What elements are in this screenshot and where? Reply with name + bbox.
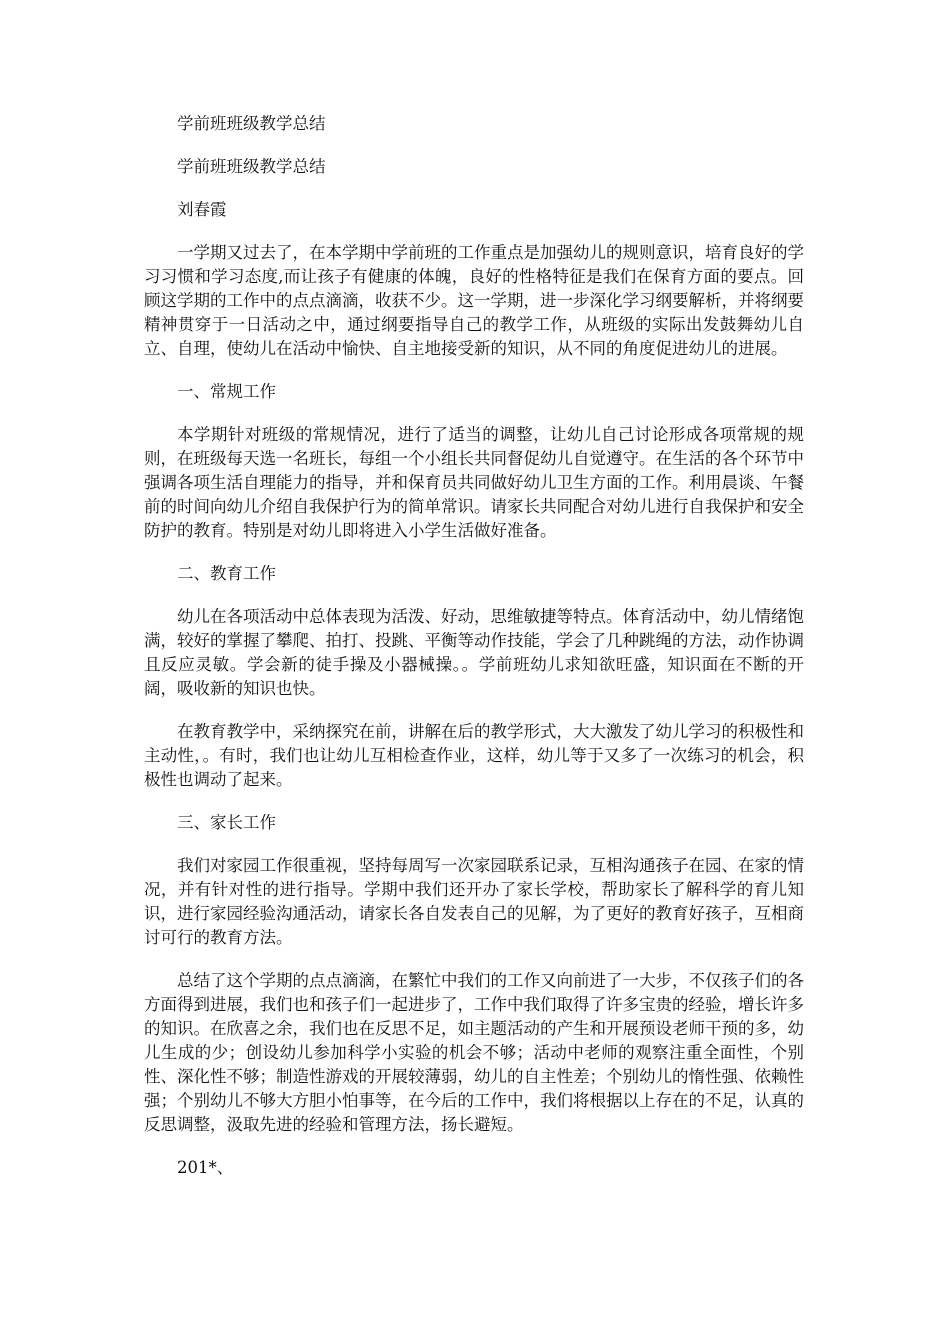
document-author: 刘春霞	[177, 200, 227, 219]
paragraph-intro: 一学期又过去了，在本学期中学前班的工作重点是加强幼儿的规则意识，培育良好的学习习惯和学习态度,而让孩子有健康的体魄，良好的性格特征是我们在保育方面的要点。回顾这学期的工作中的点点滴滴，收获不少。这一学期，进一步深化学习纲要解析，并将纲要精神贯穿于一日活动之中，通过纲要指导自己的教学工作，从班级的实际出发鼓舞幼儿自立、自理，使幼儿在活动中愉快、自主地接受新的知识，从不同的角度促进幼儿的进展。	[144, 243, 804, 358]
document-subtitle: 学前班班级教学总结	[177, 157, 326, 176]
paragraph-summary: 总结了这个学期的点点滴滴，在繁忙中我们的工作又向前进了一大步，不仅孩子们的各方面得到进展，我们也和孩子们一起进步了，工作中我们取得了许多宝贵的经验，增长许多的知识。在欣喜之余，我们也在反思不足，如主题活动的产生和开展预设老师干预的多，幼儿生成的少；创设幼儿参加科学小实验的机会不够；活动中老师的观察注重全面性，个别性、深化性不够；制造性游戏的开展较薄弱，幼儿的自主性差；个别幼儿的惰性强、依赖性强；个别幼儿不够大方胆小怕事等，在今后的工作中，我们将根据以上存在的不足，认真的反思调整，汲取先进的经验和管理方法，扬长避短。	[144, 971, 804, 1134]
paragraph-routine: 本学期针对班级的常规情况，进行了适当的调整，让幼儿自己讨论形成各项常规的规则，在班级每天选一名班长，每组一个小组长共同督促幼儿自觉遵守。在生活的各个环节中强调各项生活自理能力的指导，并和保育员共同做好幼儿卫生方面的工作。利用晨谈、午餐前的时间向幼儿介绍自我保护行为的简单常识。请家长共同配合对幼儿进行自我保护和安全防护的教育。特别是对幼儿即将进入小学生活做好准备。	[144, 425, 804, 540]
section-heading-parents: 三、家长工作	[177, 813, 276, 832]
document-title: 学前班班级教学总结	[177, 114, 326, 133]
document-body	[144, 112, 804, 1199]
section-heading-routine: 一、常规工作	[177, 382, 276, 401]
paragraph-education-1: 幼儿在各项活动中总体表现为活泼、好动，思维敏捷等特点。体育活动中，幼儿情绪饱满，较好的掌握了攀爬、拍打、投跳、平衡等动作技能，学会了几种跳绳的方法，动作协调且反应灵敏。学会新的徒手操及小器械操。。学前班幼儿求知欲旺盛，知识面在不断的开阔，吸收新的知识也快。	[144, 607, 804, 698]
section-heading-education: 二、教育工作	[177, 564, 276, 583]
paragraph-parents: 我们对家园工作很重视，坚持每周写一次家园联系记录，互相沟通孩子在园、在家的情况，并有针对性的进行指导。学期中我们还开办了家长学校，帮助家长了解科学的育儿知识，进行家园经验沟通活动，请家长各自发表自己的见解，为了更好的教育好孩子，互相商讨可行的教育方法。	[144, 856, 804, 947]
paragraph-education-2: 在教育教学中，采纳探究在前，讲解在后的教学形式，大大激发了幼儿学习的积极性和主动性，。有时，我们也让幼儿互相检查作业，这样，幼儿等于又多了一次练习的机会，积极性也调动了起来。	[144, 722, 804, 789]
document-footer-date: 201*、	[177, 1158, 234, 1177]
